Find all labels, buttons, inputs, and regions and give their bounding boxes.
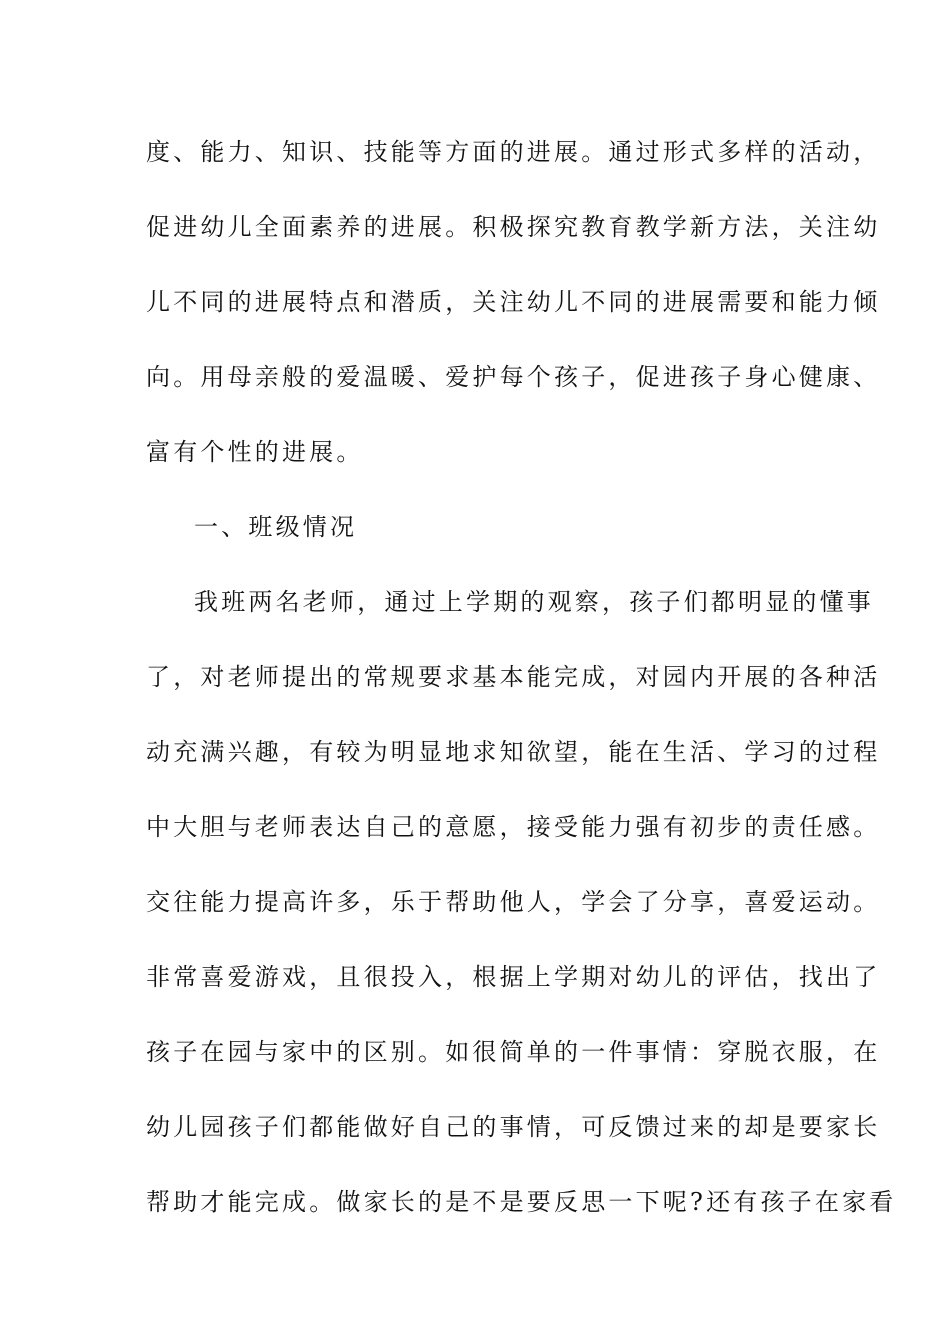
text-line: 度、能力、知识、技能等方面的进展。通过形式多样的活动，: [146, 138, 881, 166]
text-line: 非常喜爱游戏，且很投入，根据上学期对幼儿的评估，找出了: [146, 963, 881, 991]
text-line: 促进幼儿全面素养的进展。积极探究教育教学新方法，关注幼: [146, 213, 881, 241]
text-line: 向。用母亲般的爱温暖、爱护每个孩子，促进孩子身心健康、: [146, 363, 881, 391]
text-line: 幼儿园孩子们都能做好自己的事情，可反馈过来的却是要家长: [146, 1113, 881, 1141]
text-line: 了，对老师提出的常规要求基本能完成，对园内开展的各种活: [146, 663, 881, 691]
text-line: 动充满兴趣，有较为明显地求知欲望，能在生活、学习的过程: [146, 738, 881, 766]
text-line: 帮助才能完成。做家长的是不是要反思一下呢?还有孩子在家看: [146, 1188, 897, 1216]
section-heading: 一、班级情况: [194, 513, 358, 541]
text-line: 富有个性的进展。: [146, 438, 364, 466]
text-line: 孩子在园与家中的区别。如很简单的一件事情：穿脱衣服，在: [146, 1038, 881, 1066]
text-line: 我班两名老师，通过上学期的观察，孩子们都明显的懂事: [194, 588, 874, 616]
text-line: 儿不同的进展特点和潜质，关注幼儿不同的进展需要和能力倾: [146, 288, 881, 316]
text-line: 中大胆与老师表达自己的意愿，接受能力强有初步的责任感。: [146, 813, 881, 841]
text-line: 交往能力提高许多，乐于帮助他人，学会了分享，喜爱运动。: [146, 888, 881, 916]
